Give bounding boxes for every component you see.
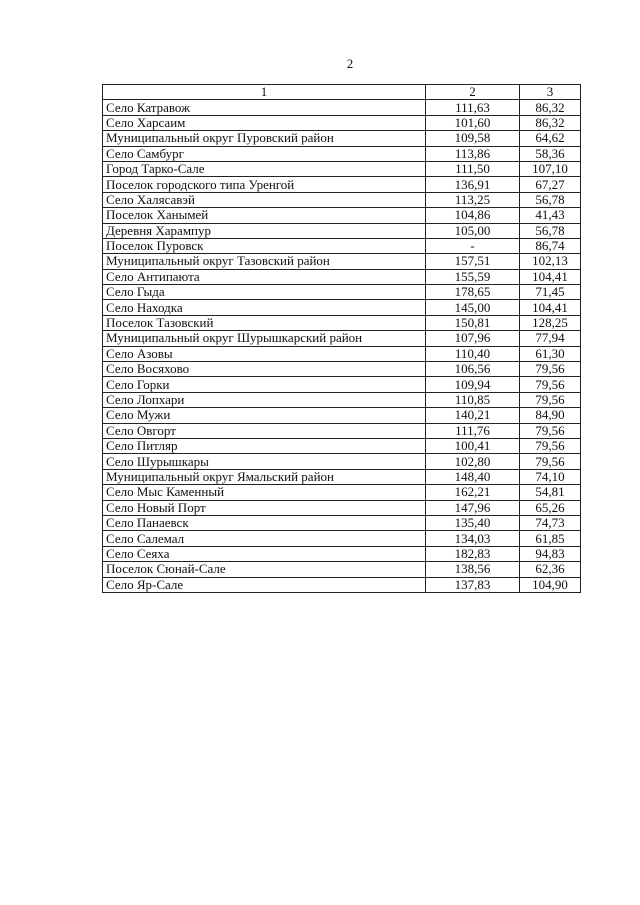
column-2-value-cell: 138,56 — [426, 562, 520, 577]
settlement-name-cell: Поселок Пуровск — [103, 238, 426, 253]
table-row — [103, 485, 581, 500]
column-2-value-cell: 150,81 — [426, 315, 520, 330]
settlement-name-cell: Поселок городского типа Уренгой — [103, 177, 426, 192]
table-row — [103, 362, 581, 377]
column-2-value-cell: 147,96 — [426, 500, 520, 515]
table-row — [103, 531, 581, 546]
table-row — [103, 438, 581, 453]
column-3-value-cell: 79,56 — [520, 438, 581, 453]
table-row — [103, 254, 581, 269]
settlement-name-cell: Село Горки — [103, 377, 426, 392]
column-3-value-cell: 58,36 — [520, 146, 581, 161]
column-2-value-cell: 162,21 — [426, 485, 520, 500]
table-row — [103, 223, 581, 238]
settlement-name-cell: Село Самбург — [103, 146, 426, 161]
table-row — [103, 285, 581, 300]
column-3-value-cell: 61,30 — [520, 346, 581, 361]
column-3-value-cell: 128,25 — [520, 315, 581, 330]
column-3-value-cell: 54,81 — [520, 485, 581, 500]
column-3-value-cell: 86,32 — [520, 115, 581, 130]
column-2-value-cell: - — [426, 238, 520, 253]
settlement-name-cell: Село Катравож — [103, 100, 426, 115]
table-body — [103, 100, 581, 593]
column-3-value-cell: 79,56 — [520, 377, 581, 392]
data-table — [102, 84, 581, 593]
column-2-value-cell: 100,41 — [426, 438, 520, 453]
table-row — [103, 377, 581, 392]
settlement-name-cell: Муниципальный округ Ямальский район — [103, 469, 426, 484]
settlement-name-cell: Поселок Тазовский — [103, 315, 426, 330]
column-3-value-cell: 79,56 — [520, 423, 581, 438]
column-2-value-cell: 157,51 — [426, 254, 520, 269]
column-3-value-cell: 86,32 — [520, 100, 581, 115]
column-2-value-cell: 101,60 — [426, 115, 520, 130]
settlement-name-cell: Деревня Харампур — [103, 223, 426, 238]
settlement-name-cell: Село Мужи — [103, 408, 426, 423]
column-3-value-cell: 65,26 — [520, 500, 581, 515]
settlement-name-cell: Село Панаевск — [103, 515, 426, 530]
column-2-value-cell: 109,94 — [426, 377, 520, 392]
table-row — [103, 408, 581, 423]
table-row — [103, 500, 581, 515]
table-row — [103, 238, 581, 253]
column-2-value-cell: 155,59 — [426, 269, 520, 284]
column-2-value-cell: 111,63 — [426, 100, 520, 115]
column-3-value-cell: 77,94 — [520, 331, 581, 346]
settlement-name-cell: Село Шурышкары — [103, 454, 426, 469]
table-row — [103, 346, 581, 361]
column-header-3: 3 — [520, 85, 581, 100]
table-row — [103, 423, 581, 438]
column-2-value-cell: 148,40 — [426, 469, 520, 484]
column-2-value-cell: 136,91 — [426, 177, 520, 192]
table-row — [103, 577, 581, 592]
table-row — [103, 515, 581, 530]
column-3-value-cell: 86,74 — [520, 238, 581, 253]
column-3-value-cell: 94,83 — [520, 546, 581, 561]
table-row — [103, 315, 581, 330]
settlement-name-cell: Село Азовы — [103, 346, 426, 361]
column-2-value-cell: 102,80 — [426, 454, 520, 469]
table-row — [103, 454, 581, 469]
column-2-value-cell: 135,40 — [426, 515, 520, 530]
settlement-name-cell: Муниципальный округ Пуровский район — [103, 131, 426, 146]
table-row — [103, 100, 581, 115]
column-2-value-cell: 145,00 — [426, 300, 520, 315]
column-3-value-cell: 107,10 — [520, 161, 581, 176]
table-row — [103, 562, 581, 577]
column-3-value-cell: 84,90 — [520, 408, 581, 423]
settlement-name-cell: Поселок Сюнай-Сале — [103, 562, 426, 577]
table-row — [103, 300, 581, 315]
column-2-value-cell: 178,65 — [426, 285, 520, 300]
column-2-value-cell: 109,58 — [426, 131, 520, 146]
column-3-value-cell: 62,36 — [520, 562, 581, 577]
column-2-value-cell: 111,76 — [426, 423, 520, 438]
column-2-value-cell: 140,21 — [426, 408, 520, 423]
column-2-value-cell: 110,85 — [426, 392, 520, 407]
settlement-name-cell: Село Гыда — [103, 285, 426, 300]
column-2-value-cell: 113,25 — [426, 192, 520, 207]
settlement-name-cell: Село Восяхово — [103, 362, 426, 377]
table-row — [103, 208, 581, 223]
settlement-name-cell: Город Тарко-Сале — [103, 161, 426, 176]
settlement-name-cell: Село Мыс Каменный — [103, 485, 426, 500]
column-2-value-cell: 105,00 — [426, 223, 520, 238]
settlement-name-cell: Поселок Ханымей — [103, 208, 426, 223]
settlement-name-cell: Село Яр-Сале — [103, 577, 426, 592]
table-row — [103, 161, 581, 176]
table-row — [103, 177, 581, 192]
settlement-name-cell: Муниципальный округ Шурышкарский район — [103, 331, 426, 346]
settlement-name-cell: Село Новый Порт — [103, 500, 426, 515]
column-3-value-cell: 104,90 — [520, 577, 581, 592]
column-3-value-cell: 79,56 — [520, 454, 581, 469]
settlement-name-cell: Село Харсаим — [103, 115, 426, 130]
column-2-value-cell: 134,03 — [426, 531, 520, 546]
column-3-value-cell: 64,62 — [520, 131, 581, 146]
table-row — [103, 115, 581, 130]
column-3-value-cell: 71,45 — [520, 285, 581, 300]
table-row — [103, 331, 581, 346]
settlement-name-cell: Село Сеяха — [103, 546, 426, 561]
column-2-value-cell: 182,83 — [426, 546, 520, 561]
column-header-1: 1 — [103, 85, 426, 100]
settlement-name-cell: Село Халясавэй — [103, 192, 426, 207]
table-header — [103, 85, 581, 100]
table-row — [103, 192, 581, 207]
column-2-value-cell: 106,56 — [426, 362, 520, 377]
header-row — [103, 85, 581, 100]
column-2-value-cell: 107,96 — [426, 331, 520, 346]
settlement-name-cell: Село Лопхари — [103, 392, 426, 407]
column-3-value-cell: 102,13 — [520, 254, 581, 269]
column-3-value-cell: 79,56 — [520, 392, 581, 407]
table-row — [103, 146, 581, 161]
column-2-value-cell: 110,40 — [426, 346, 520, 361]
column-3-value-cell: 104,41 — [520, 269, 581, 284]
settlement-name-cell: Село Антипаюта — [103, 269, 426, 284]
column-3-value-cell: 56,78 — [520, 223, 581, 238]
column-3-value-cell: 56,78 — [520, 192, 581, 207]
column-2-value-cell: 137,83 — [426, 577, 520, 592]
table-row — [103, 131, 581, 146]
column-3-value-cell: 67,27 — [520, 177, 581, 192]
column-3-value-cell: 74,10 — [520, 469, 581, 484]
column-header-2: 2 — [426, 85, 520, 100]
settlement-name-cell: Муниципальный округ Тазовский район — [103, 254, 426, 269]
settlement-name-cell: Село Питляр — [103, 438, 426, 453]
table-row — [103, 392, 581, 407]
column-3-value-cell: 74,73 — [520, 515, 581, 530]
column-2-value-cell: 104,86 — [426, 208, 520, 223]
column-2-value-cell: 113,86 — [426, 146, 520, 161]
settlement-name-cell: Село Находка — [103, 300, 426, 315]
table-row — [103, 546, 581, 561]
settlement-name-cell: Село Салемал — [103, 531, 426, 546]
column-2-value-cell: 111,50 — [426, 161, 520, 176]
column-3-value-cell: 104,41 — [520, 300, 581, 315]
column-3-value-cell: 79,56 — [520, 362, 581, 377]
column-3-value-cell: 61,85 — [520, 531, 581, 546]
table-row — [103, 469, 581, 484]
column-3-value-cell: 41,43 — [520, 208, 581, 223]
page-number: 2 — [346, 56, 354, 71]
settlement-name-cell: Село Овгорт — [103, 423, 426, 438]
table-row — [103, 269, 581, 284]
